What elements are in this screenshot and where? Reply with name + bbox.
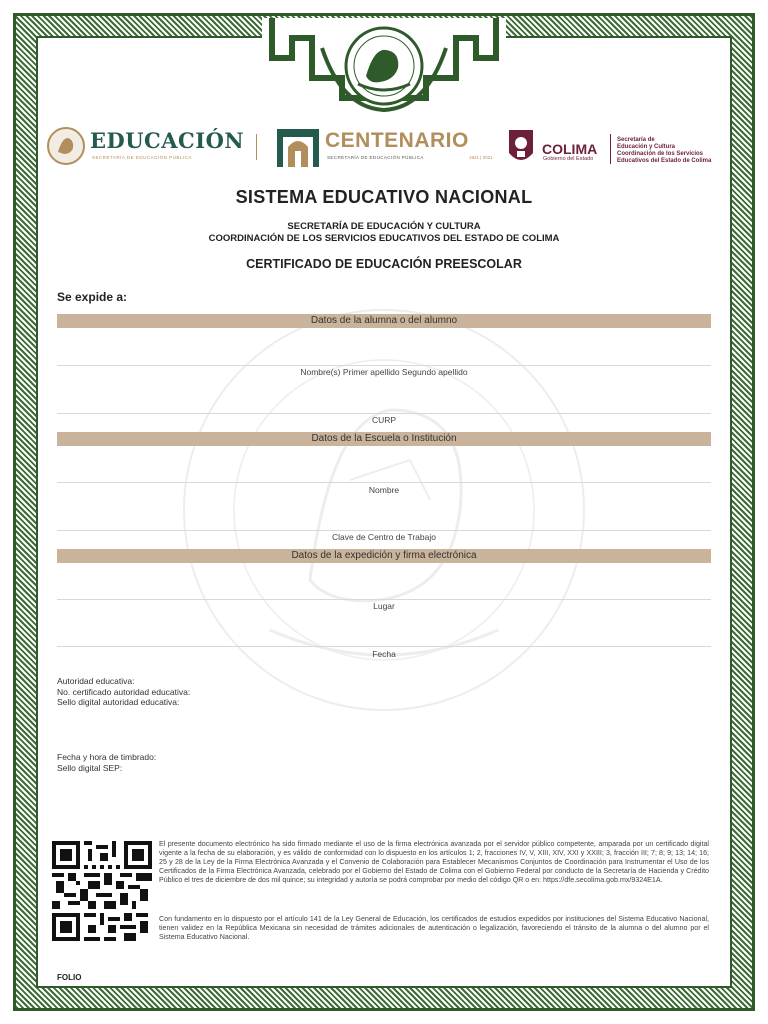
place-line [57, 599, 711, 600]
stamp-block [57, 752, 156, 773]
national-crest [262, 18, 506, 116]
secretariat-line: SECRETARÍA DE EDUCACIÓN Y CULTURA [287, 221, 481, 232]
issued-to-label: Se expide a: [57, 290, 128, 304]
colima-department-line: Educación y Cultura [617, 144, 676, 150]
date-caption: Fecha [372, 649, 396, 659]
folio-label: FOLIO [57, 973, 82, 982]
colima-logo-subtitle: Gobierno del Estado [543, 156, 594, 162]
curp-caption: CURP [371, 415, 397, 425]
student-name-line [57, 365, 711, 366]
educacion-logo-subtitle: SECRETARÍA DE EDUCACIÓN PÚBLICA [92, 155, 192, 160]
authority-label: Autoridad educativa: [57, 676, 135, 686]
student-name-caption: Nombre(s) Primer apellido Segundo apellido [300, 367, 468, 377]
validity-legal-text: Con fundamento en lo dispuesto por el artículo 141 de la Ley General de Educación, los certificados de estudios expedidos por instituciones del Sistema Educativo Nacional, tienen validez en la República Mexicana sin necesidad de trámites adicionales de autenticación o legalización, favoreciendo el tránsito de la alumna o del alumno por el Sistema Educativo Nacional. [159, 915, 709, 942]
logos-row [44, 124, 734, 172]
cct-caption: Clave de Centro de Trabajo [332, 532, 436, 542]
school-name-line [57, 482, 711, 483]
authority-block [57, 676, 190, 708]
colima-department-line: Coordinación de los Servicios [617, 151, 704, 157]
stamp-datetime-label: Fecha y hora de timbrado: [57, 752, 157, 762]
logo-divider [256, 134, 257, 160]
place-caption: Lugar [373, 601, 395, 611]
colima-department-line: Educativos del Estado de Colima [617, 158, 712, 164]
date-line [57, 646, 711, 647]
centenario-years: 1921 | 2021 [469, 155, 493, 160]
school-name-caption: Nombre [368, 485, 400, 495]
centenario-logo-text: CENTENARIO [325, 129, 469, 152]
eagle-seal-icon [46, 126, 86, 166]
authority-certificate-number-label: No. certificado autoridad educativa: [57, 686, 191, 697]
issuance-section-header: Datos de la expedición y firma electrónica [57, 549, 711, 563]
student-section-header: Datos de la alumna o del alumno [57, 314, 711, 328]
curp-line [57, 413, 711, 414]
colima-logo-text: COLIMA [542, 141, 598, 157]
centenario-logo-subtitle: SECRETARÍA DE EDUCACIÓN PÚBLICA [327, 155, 424, 160]
educacion-logo-text: EDUCACIÓN [90, 128, 245, 153]
school-section-header: Datos de la Escuela o Institución [57, 432, 711, 446]
secretariat-heading [0, 221, 768, 245]
colima-department [617, 137, 711, 165]
certificate-title: CERTIFICADO DE EDUCACIÓN PREESCOLAR [246, 257, 522, 271]
system-title: SISTEMA EDUCATIVO NACIONAL [235, 187, 533, 207]
building-icon [275, 125, 321, 169]
electronic-signature-legal-text: El presente documento electrónico ha sido firmado mediante el uso de la firma electrónica avanzada por el servidor público competente, amparada por un certificado digital vigente a la fecha de su elaboración, y es válido de conformidad con lo dispuesto en los artículos 1; 2, fracciones IV, V, XIII, XIV, XXI y XXIII; 3, fracción III; 7; 8; 9; 13; 14; 16; 25 y 28 de la Ley de la Firma Electrónica Avanzada y el Convenio de Colaboración para Establecer Mecanismos Conjuntos de Coordinación para Instrumentar el Uso de los Certificados de la Firma Electrónica Avanzada, celebrado por el Gobierno del Estado de Colima con el Gobierno Federal por conducto de la Secretaría de Hacienda y Crédito Público el tres de diciembre de dos mil quince; su integridad y autoría se podrá comprobar por medio del código QR o en: https://dfe.secolima.gob.mx/9324E1A. [159, 840, 709, 885]
authority-digital-seal-label: Sello digital autoridad educativa: [57, 697, 180, 707]
colima-department-line: Secretaría de [617, 137, 655, 143]
cct-line [57, 530, 711, 531]
coordination-line: COORDINACIÓN DE LOS SERVICIOS EDUCATIVOS DEL ESTADO DE COLIMA [208, 233, 560, 244]
colima-divider [610, 134, 611, 164]
colima-shield-icon [506, 127, 536, 167]
qr-code[interactable] [52, 840, 152, 942]
sep-digital-seal-label: Sello digital SEP: [57, 762, 123, 773]
